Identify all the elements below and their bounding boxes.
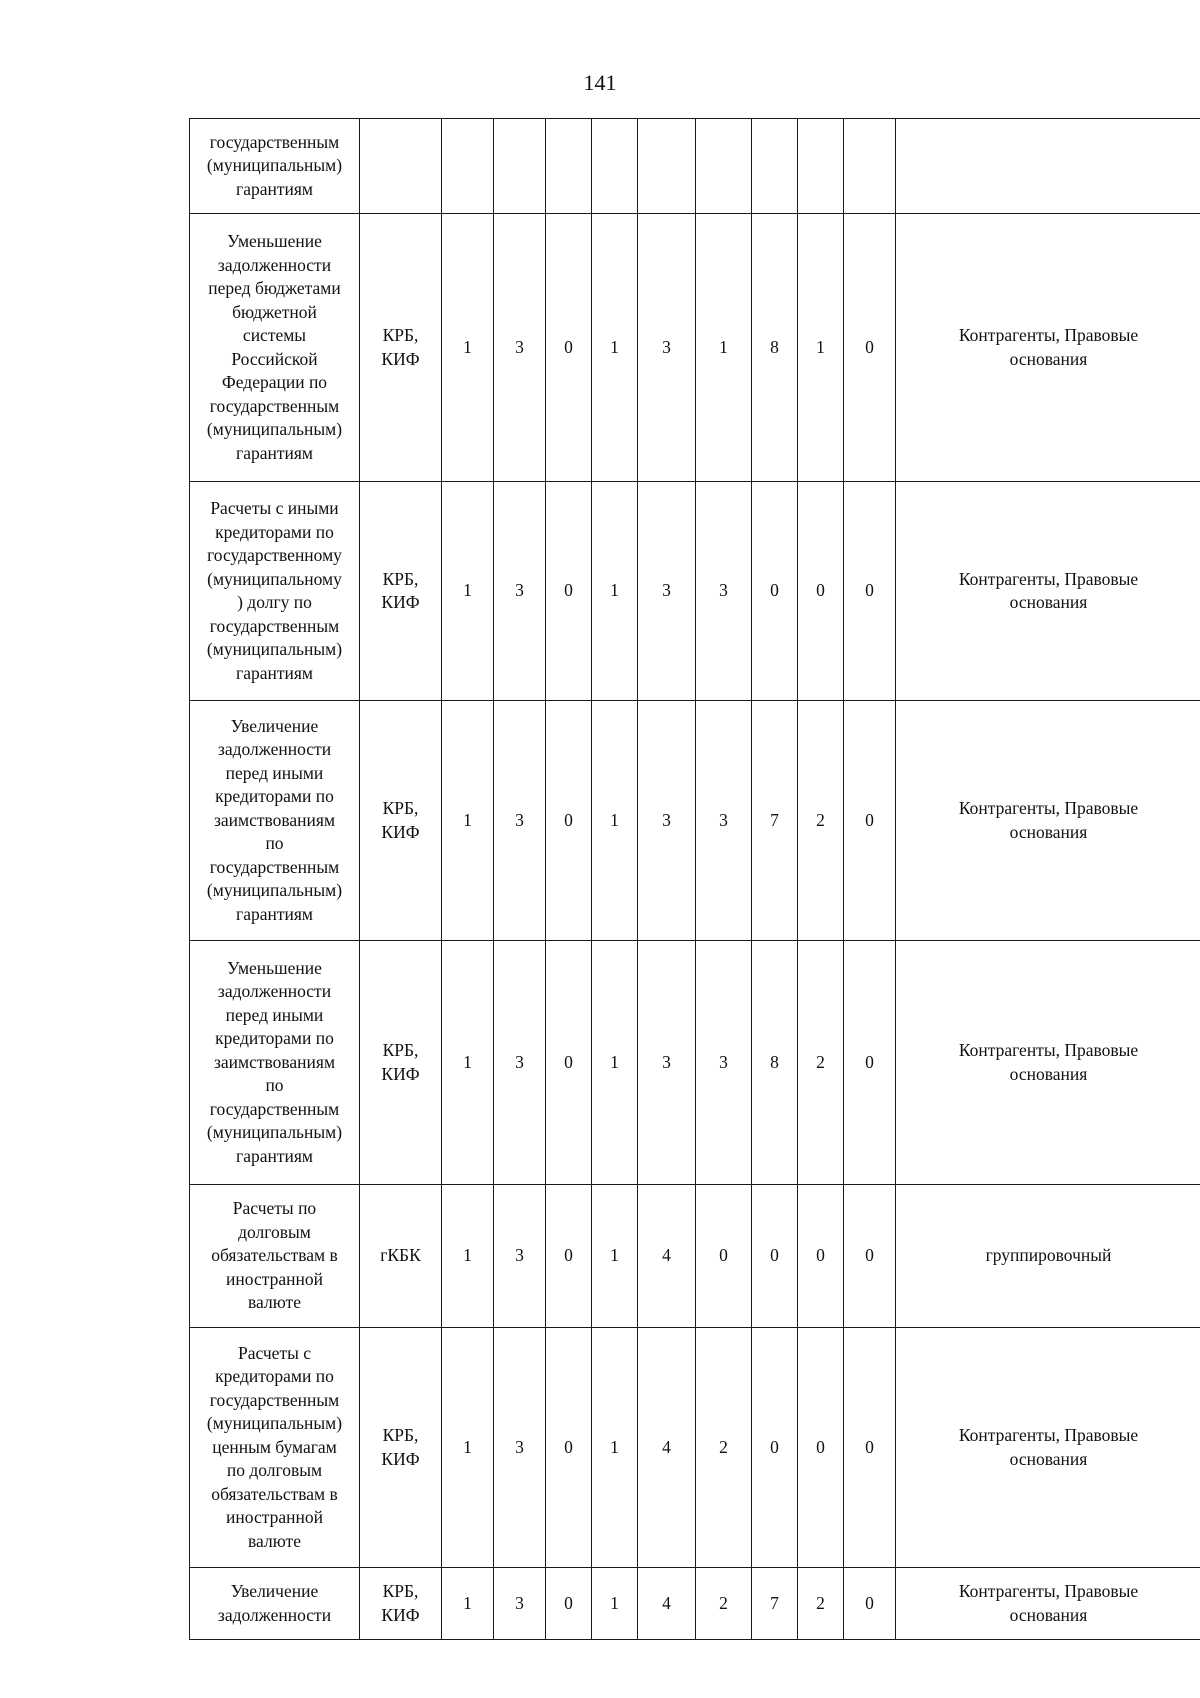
- code-digit-cell: 7: [752, 701, 798, 941]
- code-digit-cell: [752, 119, 798, 214]
- account-name-line: задолженности: [217, 254, 332, 275]
- code-type-cell: [360, 1568, 442, 1640]
- code-digit-cell: 8: [752, 214, 798, 482]
- account-name-line: задолженности: [217, 981, 332, 1002]
- account-name-line: обязательствам в: [211, 1483, 338, 1504]
- code-digit-cell: 1: [442, 941, 494, 1185]
- code-digit-cell: [494, 119, 546, 214]
- analytics-basis-cell: [896, 701, 1200, 941]
- account-name-line: Федерации по: [221, 372, 328, 392]
- code-type-cell: [360, 701, 442, 941]
- analytics-basis-cell: [896, 214, 1200, 482]
- code-digit-cell: [442, 119, 494, 214]
- analytics-basis-line: основания: [1009, 1604, 1088, 1625]
- account-name-line: кредиторами по: [215, 521, 334, 542]
- account-name-line: заимствованиям: [213, 809, 336, 830]
- account-name-line: по: [265, 833, 284, 854]
- account-name-line: государственному: [207, 545, 342, 565]
- code-digit-cell: 1: [442, 482, 494, 701]
- table-row: [190, 1185, 1200, 1328]
- account-name-line: гарантиям: [236, 903, 313, 924]
- code-digit-cell: 0: [696, 1185, 752, 1328]
- code-digit-cell: 0: [798, 1185, 844, 1328]
- analytics-basis-line: Контрагенты, Правовые: [958, 1425, 1139, 1445]
- account-name-line: государственным: [209, 856, 340, 877]
- account-name-line: долговым: [238, 1221, 311, 1242]
- account-name-line: (муниципальным): [206, 1413, 343, 1434]
- code-type-line: КРБ,: [382, 1581, 419, 1601]
- code-digit-cell: 1: [592, 482, 638, 701]
- account-name-line: (муниципальным): [206, 639, 343, 659]
- code-digit-cell: 4: [638, 1328, 696, 1568]
- code-digit-cell: 1: [592, 941, 638, 1185]
- code-digit-cell: 0: [546, 701, 592, 941]
- code-digit-cell: 1: [696, 214, 752, 482]
- analytics-basis-cell: [896, 1328, 1200, 1568]
- account-name-line: государственным: [209, 131, 340, 152]
- code-digit-cell: 2: [798, 701, 844, 941]
- code-digit-cell: 0: [546, 1328, 592, 1568]
- code-digit-cell: 1: [592, 1185, 638, 1328]
- account-name-line: ) долгу по: [237, 592, 312, 612]
- analytics-basis-cell: [896, 119, 1200, 214]
- code-digit-cell: 2: [798, 941, 844, 1185]
- code-type-line: КРБ,: [382, 568, 419, 589]
- table-row: [190, 701, 1200, 941]
- table-row: [190, 214, 1200, 482]
- code-digit-cell: 8: [752, 941, 798, 1185]
- code-type-cell: [360, 119, 442, 214]
- code-type-line: КРБ,: [382, 1425, 419, 1445]
- code-type-cell: [360, 1328, 442, 1568]
- code-digit-cell: 3: [494, 1185, 546, 1328]
- code-type-line: КИФ: [381, 1448, 420, 1469]
- account-name-line: ценным бумагам: [212, 1436, 337, 1457]
- code-digit-cell: 2: [696, 1328, 752, 1568]
- account-name-line: перед иными: [225, 762, 324, 783]
- code-digit-cell: 3: [494, 1568, 546, 1640]
- code-digit-cell: 1: [442, 1328, 494, 1568]
- code-digit-cell: 3: [494, 214, 546, 482]
- code-digit-cell: 1: [592, 1568, 638, 1640]
- account-codes-table: [189, 118, 1200, 1640]
- account-name-line: гарантиям: [236, 662, 313, 683]
- analytics-basis-line: основания: [1009, 592, 1088, 612]
- code-digit-cell: [592, 119, 638, 214]
- account-name-line: государственным: [209, 615, 340, 636]
- account-name-line: Расчеты с иными: [210, 498, 339, 518]
- code-digit-cell: 3: [494, 482, 546, 701]
- account-name-line: перед иными: [225, 1004, 324, 1025]
- account-name-line: иностранной: [226, 1507, 323, 1528]
- account-name-line: задолженности: [217, 739, 332, 760]
- code-type-line: КРБ,: [382, 1040, 419, 1060]
- code-type-cell: [360, 214, 442, 482]
- code-digit-cell: [844, 119, 896, 214]
- account-name-line: кредиторами по: [215, 1028, 334, 1049]
- code-digit-cell: 0: [844, 941, 896, 1185]
- code-type-cell: [360, 941, 442, 1185]
- analytics-basis-cell: [896, 482, 1200, 701]
- analytics-basis-line: Контрагенты, Правовые: [958, 798, 1139, 818]
- code-digit-cell: 3: [494, 701, 546, 941]
- analytics-basis-line: основания: [1009, 1448, 1088, 1469]
- account-name-line: Уменьшение: [227, 957, 322, 978]
- code-digit-cell: 1: [592, 701, 638, 941]
- code-type-cell: [360, 1185, 442, 1328]
- code-digit-cell: 3: [494, 1328, 546, 1568]
- code-type-cell: [360, 482, 442, 701]
- analytics-basis-line: основания: [1009, 1063, 1088, 1084]
- code-digit-cell: 3: [696, 701, 752, 941]
- code-type-line: КИФ: [381, 1604, 420, 1625]
- code-digit-cell: 1: [442, 214, 494, 482]
- table-body: [190, 119, 1200, 1640]
- code-digit-cell: 0: [752, 1185, 798, 1328]
- code-digit-cell: 0: [546, 1185, 592, 1328]
- code-digit-cell: 0: [844, 214, 896, 482]
- account-name-line: по: [265, 1075, 284, 1096]
- account-name-cell: [190, 119, 360, 214]
- account-name-line: иностранной: [226, 1268, 323, 1289]
- analytics-basis-cell: [896, 1185, 1200, 1328]
- account-name-line: валюте: [248, 1292, 301, 1313]
- code-digit-cell: [696, 119, 752, 214]
- account-name-line: (муниципальным): [206, 880, 343, 901]
- table-row: [190, 1328, 1200, 1568]
- analytics-basis-line: основания: [1009, 348, 1088, 369]
- code-digit-cell: [798, 119, 844, 214]
- code-digit-cell: 4: [638, 1568, 696, 1640]
- account-name-line: по долговым: [226, 1460, 323, 1481]
- code-digit-cell: 3: [638, 941, 696, 1185]
- code-digit-cell: 0: [752, 1328, 798, 1568]
- analytics-basis-line: Контрагенты, Правовые: [958, 325, 1139, 345]
- code-digit-cell: 3: [638, 701, 696, 941]
- account-name-line: кредиторами по: [215, 786, 334, 807]
- account-name-line: заимствованиям: [213, 1051, 336, 1072]
- code-digit-cell: 1: [592, 1328, 638, 1568]
- code-digit-cell: 0: [844, 1328, 896, 1568]
- account-name-line: гарантиям: [236, 1145, 313, 1166]
- code-type-line: КИФ: [381, 592, 420, 612]
- analytics-basis-line: основания: [1009, 821, 1088, 842]
- account-name-cell: [190, 482, 360, 701]
- table-row: [190, 119, 1200, 214]
- code-digit-cell: 3: [696, 941, 752, 1185]
- account-name-line: (муниципальному: [207, 568, 342, 589]
- code-digit-cell: 0: [844, 1568, 896, 1640]
- table-row: [190, 1568, 1200, 1640]
- account-name-line: гарантиям: [236, 442, 313, 463]
- code-digit-cell: 2: [798, 1568, 844, 1640]
- code-type-line: КИФ: [381, 821, 420, 842]
- account-name-line: (муниципальным): [206, 419, 343, 439]
- account-name-line: гарантиям: [236, 178, 313, 199]
- analytics-basis-line: Контрагенты, Правовые: [958, 568, 1139, 589]
- code-digit-cell: 0: [546, 214, 592, 482]
- account-name-line: Увеличение: [230, 1581, 319, 1601]
- account-name-line: валюте: [248, 1530, 301, 1551]
- account-name-line: Расчеты по: [232, 1198, 317, 1219]
- code-digit-cell: 0: [798, 1328, 844, 1568]
- code-digit-cell: 3: [638, 214, 696, 482]
- code-digit-cell: 2: [696, 1568, 752, 1640]
- code-digit-cell: 0: [844, 482, 896, 701]
- page-number: 141: [583, 70, 617, 95]
- code-digit-cell: 1: [442, 701, 494, 941]
- code-digit-cell: 1: [798, 214, 844, 482]
- account-name-cell: [190, 701, 360, 941]
- analytics-basis-cell: [896, 941, 1200, 1185]
- account-name-line: государственным: [209, 1389, 340, 1410]
- code-digit-cell: 7: [752, 1568, 798, 1640]
- code-digit-cell: 3: [696, 482, 752, 701]
- code-digit-cell: 0: [798, 482, 844, 701]
- analytics-basis-line: Контрагенты, Правовые: [958, 1581, 1139, 1601]
- analytics-basis-line: Контрагенты, Правовые: [958, 1040, 1139, 1060]
- code-type-line: гКБК: [380, 1245, 421, 1266]
- account-name-line: обязательствам в: [211, 1245, 338, 1266]
- code-digit-cell: 3: [494, 941, 546, 1185]
- code-digit-cell: 4: [638, 1185, 696, 1328]
- account-name-line: бюджетной: [232, 301, 317, 322]
- table-row: [190, 482, 1200, 701]
- account-name-cell: [190, 214, 360, 482]
- account-name-line: (муниципальным): [206, 1122, 343, 1143]
- table-row: [190, 941, 1200, 1185]
- account-name-line: (муниципальным): [206, 155, 343, 176]
- account-name-line: перед бюджетами: [208, 278, 341, 298]
- code-digit-cell: 0: [752, 482, 798, 701]
- account-name-line: системы: [242, 325, 307, 345]
- account-name-cell: [190, 941, 360, 1185]
- account-name-line: Уменьшение: [227, 231, 322, 251]
- account-name-line: Российской: [231, 348, 318, 369]
- account-name-line: Расчеты с: [237, 1342, 312, 1363]
- code-type-line: КИФ: [381, 1063, 420, 1084]
- code-type-line: КИФ: [381, 348, 420, 369]
- account-codes-table-wrap: [189, 118, 1200, 1640]
- account-name-line: государственным: [209, 1098, 340, 1119]
- code-digit-cell: 1: [442, 1568, 494, 1640]
- code-digit-cell: 0: [546, 941, 592, 1185]
- code-digit-cell: [546, 119, 592, 214]
- account-name-cell: [190, 1328, 360, 1568]
- code-digit-cell: 0: [844, 1185, 896, 1328]
- code-digit-cell: 1: [442, 1185, 494, 1328]
- account-name-line: задолженности: [217, 1604, 332, 1625]
- code-digit-cell: [638, 119, 696, 214]
- code-type-line: КРБ,: [382, 798, 419, 818]
- code-digit-cell: 0: [546, 482, 592, 701]
- account-name-line: кредиторами по: [215, 1366, 334, 1387]
- code-digit-cell: 1: [592, 214, 638, 482]
- code-digit-cell: 0: [546, 1568, 592, 1640]
- code-digit-cell: 0: [844, 701, 896, 941]
- account-name-line: Увеличение: [230, 715, 319, 736]
- analytics-basis-cell: [896, 1568, 1200, 1640]
- code-type-line: КРБ,: [382, 325, 419, 345]
- account-name-line: государственным: [209, 395, 340, 416]
- analytics-basis-line: группировочный: [985, 1245, 1112, 1266]
- code-digit-cell: 3: [638, 482, 696, 701]
- account-name-cell: [190, 1568, 360, 1640]
- account-name-cell: [190, 1185, 360, 1328]
